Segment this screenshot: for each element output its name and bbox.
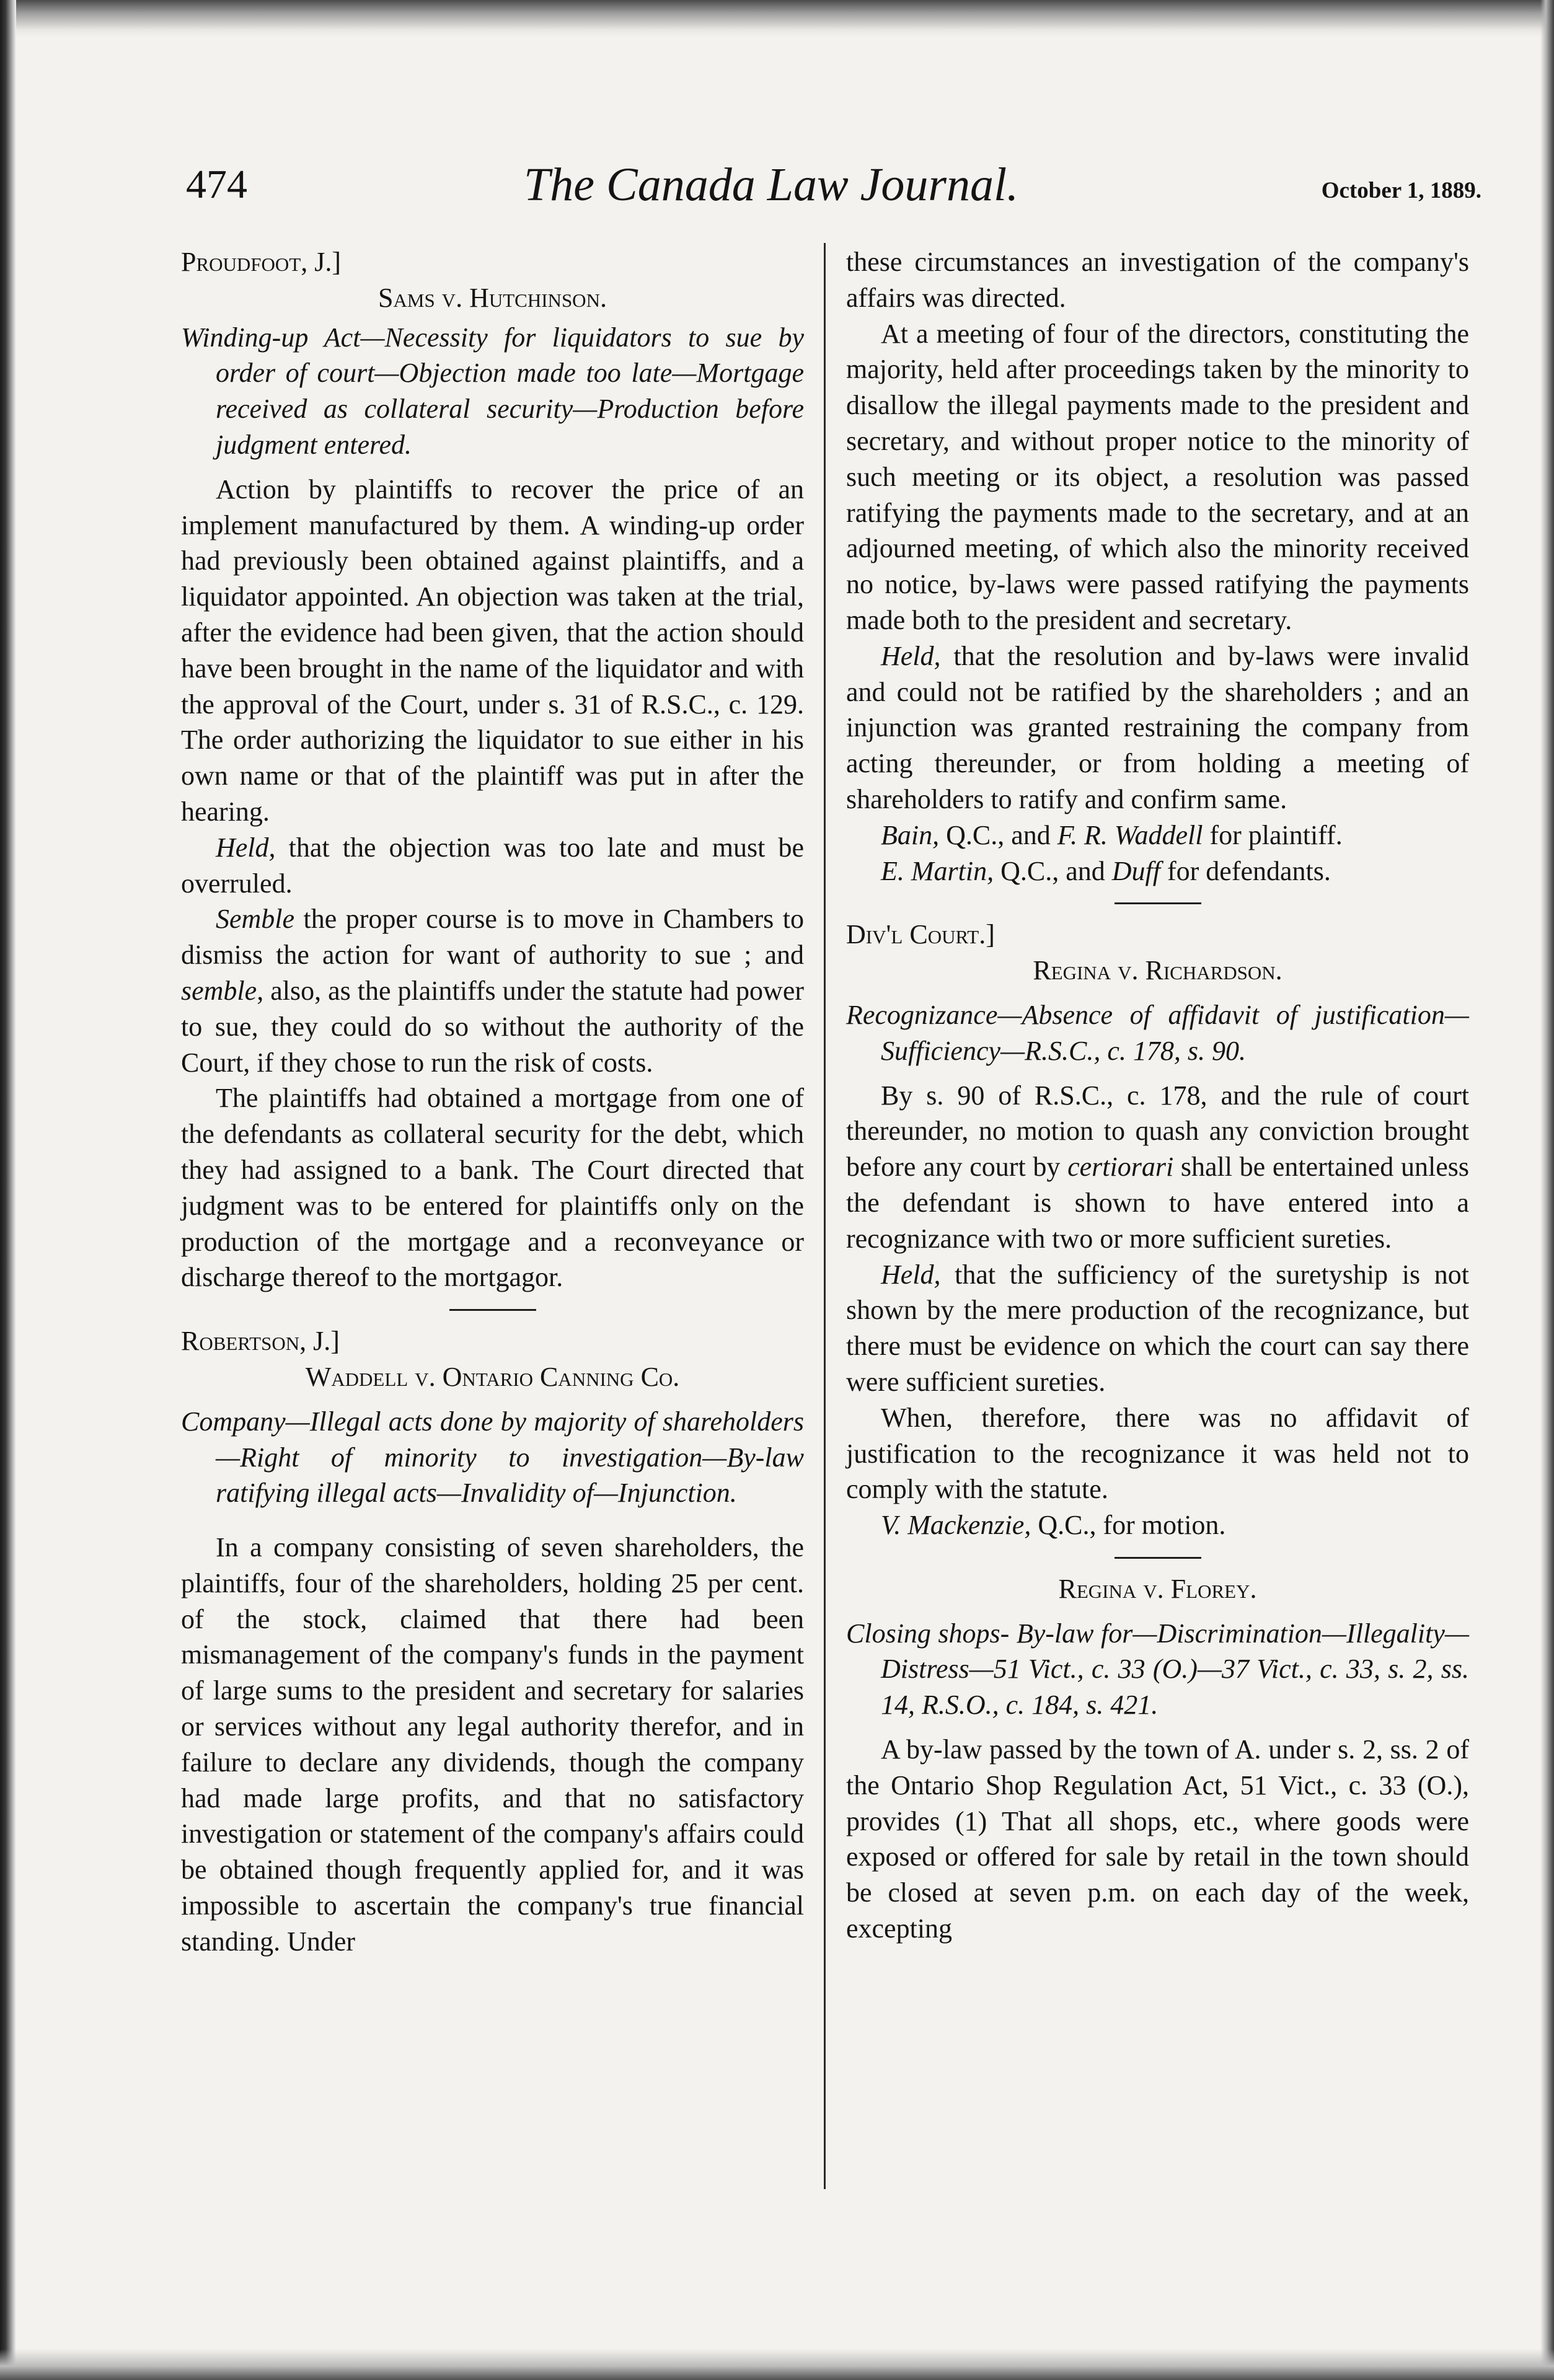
column-divider [824,243,826,2189]
right-column [846,244,1469,1947]
case-title: Regina v. Florey. [1058,1573,1257,1604]
page-header [186,160,1481,209]
counsel-line: E. Martin, Q.C., and Duff for defendants. [881,855,1331,886]
journal-title: The Canada Law Journal. [524,159,1019,211]
section-rule [449,1309,536,1311]
case-paragraph: Held, that the resolution and by-laws were invalid and could not be ratified by the shareholders ; and an injunction was granted restraining the company from acting thereunder, or from holding a meeting of shareholders to ratify and confirm same. [846,640,1469,814]
case-judge: Proudfoot, J.] [181,247,342,277]
case-judge: Robertson, J.] [181,1326,340,1357]
held-label: Held, [881,640,941,671]
section-rule [1115,1557,1201,1559]
case-paragraph: Semble the proper course is to move in Chambers to dismiss the action for want of authority to sue ; and semble, also, as the plaintiffs under the statute had power to sue, they could do so without the authority of the Court, if they chose to run the risk of costs. [181,904,804,1078]
case-headnote: Company—Illegal acts done by majority of shareholders—Right of minority to investigation—By-law ratifying illegal acts—Invalidity of—Injunction. [181,1406,804,1509]
scan-edge-right [1540,0,1554,2380]
case-paragraph: In a company consisting of seven shareholders, the plaintiffs, four of the shareholders, holding 25 per cent. of the stock, claimed that there had been mismanagement of the company's funds in the payment of large sums to the president and secretary for salaries or services without any legal authority therefor, and in failure to declare any dividends, though the company had made large profits, and that no satisfactory investigation or statement of the company's affairs could be obtained though frequently applied for, and it was impossible to ascertain the company's true financial standing. Under [181,1532,804,1957]
page-number: 474 [186,162,247,207]
case-paragraph: these circumstances an investigation of the company's affairs was directed. [846,247,1469,313]
case-headnote: Closing shops- By-law for—Discrimination—Illegality—Distress—51 Vict., c. 33 (O.)—37 Vict., c. 33, s. 2, ss. 14, R.S.O., c. 184, s. 421. [846,1618,1469,1721]
scan-edge-left [0,0,16,2380]
case-judge: Div'l Court.] [846,919,995,950]
case-paragraph: Action by plaintiffs to recover the price of an implement manufactured by them. A winding-up order had previously been obtained against plaintiffs, and a liquidator appointed. An objection was taken at the trial, after the evidence had been given, that the action should have been brought in the name of the liquidator and with the approval of the Court, under s. 31 of R.S.C., c. 129. The order authorizing the liquidator to sue either in his own name or that of the plaintiff was put in after the hearing. [181,474,804,827]
case-headnote: Recognizance—Absence of affidavit of justification—Sufficiency—R.S.C., c. 178, s. 90. [846,999,1469,1066]
case-title: Waddell v. Ontario Canning Co. [305,1361,680,1392]
case-paragraph: By s. 90 of R.S.C., c. 178, and the rule of court thereunder, no motion to quash any conviction brought before any court by certiorari shall be entertained unless the defendant is shown to have entered into a recognizance with two or more sufficient sureties. [846,1080,1469,1254]
case-title: Regina v. Richardson. [1033,955,1282,986]
case-title: Sams v. Hutchinson. [378,282,607,313]
issue-date: October 1, 1889. [1321,178,1481,203]
case-headnote: Winding-up Act—Necessity for liquidators to sue by order of court—Objection made too late—Mortgage received as collateral security—Production before judgment entered. [181,322,804,460]
case-paragraph: Held, that the sufficiency of the suretyship is not shown by the mere production of the recognizance, but there must be evidence on which the court can say there were sufficient sureties. [846,1259,1469,1397]
held-label: Held, [216,832,276,863]
section-rule [1115,902,1201,904]
case-paragraph: The plaintiffs had obtained a mortgage from one of the defendants as collateral security for the debt, which they had assigned to a bank. The Court directed that judgment was to be entered for plaintiffs only on the production of the mortgage and a reconveyance or discharge thereof to the mortgagor. [181,1083,804,1293]
scan-edge-top [0,0,1554,37]
case-paragraph: At a meeting of four of the directors, constituting the majority, held after proceedings taken by the minority to disallow the illegal payments made to the president and secretary, and without proper notice to the minority of such meeting or its object, a resolution was passed ratifying the payments made to the secretary, and at an adjourned meeting, of which also the minority received no notice, by-laws were passed ratifying the payments made both to the president and secretary. [846,318,1469,635]
scan-edge-bottom [0,2349,1554,2380]
counsel-line: Bain, Q.C., and F. R. Waddell for plaintiff. [881,819,1343,850]
counsel-line: V. Mackenzie, Q.C., for motion. [881,1510,1226,1541]
case-paragraph: When, therefore, there was no affidavit of justification to the recognizance it was held not to comply with the statute. [846,1402,1469,1505]
held-label: Held, [881,1259,941,1290]
case-paragraph: A by-law passed by the town of A. under s. 2, ss. 2 of the Ontario Shop Regulation Act, 51 Vict., c. 33 (O.), provides (1) That all shops, etc., where goods were exposed or offered for sale by retail in the town should be closed at seven p.m. on each day of the week, excepting [846,1734,1469,1944]
case-paragraph: Held, that the objection was too late and must be overruled. [181,832,804,899]
left-column [181,244,804,1960]
